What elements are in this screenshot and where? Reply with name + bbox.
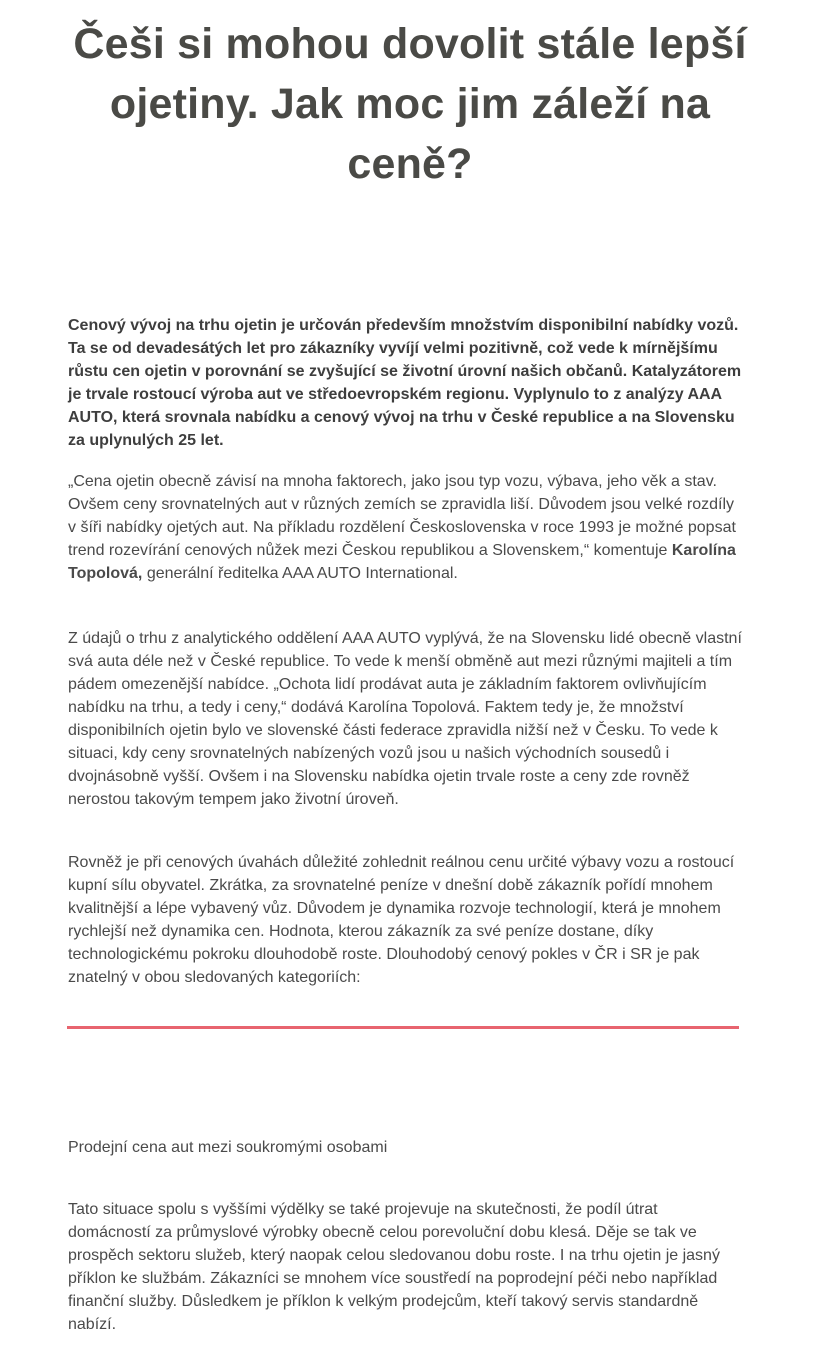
- quote-paragraph: [68, 470, 744, 585]
- chart-caption: Prodejní cena aut mezi soukromými osobami: [68, 1139, 388, 1156]
- article-title: Češi si mohou dovolit stále lepší ojetiny. Jak moc jim záleží na ceně?: [73, 20, 747, 188]
- chart-divider: [67, 1026, 739, 1029]
- quote-text: „Cena ojetin obecně závisí na mnoha faktorech, jako jsou typ vozu, výbava, jeho věk a stav. Ovšem ceny srovnatelných aut v různých zemích se zpravidla liší. Důvodem jsou velké rozdíly v šíři nabídky ojetých aut. Na příkladu rozdělení Československa v roce 1993 je možné popsat trend rozevírání cenových nůžek mezi Českou republikou a Slovenskem,“ komentuje: [68, 473, 736, 559]
- quote-author-role: generální ředitelka AAA AUTO International.: [146, 565, 458, 582]
- quote-author: Karolína Topolová,: [68, 542, 736, 582]
- body-paragraph-market-data: Z údajů o trhu z analytického oddělení AAA AUTO vyplývá, že na Slovensku lidé obecně vlastní svá auta déle než v České republice. To vede k menší obměně aut mezi různými majiteli a tím pádem omezenější nabídce. „Ochota lidí prodávat auta je základním faktorem ovlivňujícím nabídku na trhu, a tedy i ceny,“ dodává Karolína Topolová. Faktem tedy je, že množství disponibilních ojetin bylo ve slovenské části federace zpravidla nižší než v Česku. To vede k situaci, kdy ceny srovnatelných nabízených vozů jsou u našich východních sousedů i dvojnásobně vyšší. Ovšem i na Slovensku nabídka ojetin trvale roste a ceny zde rovněž nerostou takovým tempem jako životní úroveň.: [68, 630, 742, 808]
- body-paragraph-services: Tato situace spolu s vyššími výdělky se také projevuje na skutečnosti, že podíl útrat domácností za průmyslové výrobky obecně celou porevoluční dobu klesá. Děje se tak ve prospěch sektoru služeb, který naopak celou sledovanou dobu roste. I na trhu ojetin je jasný příklon ke službám. Zákazníci se mnohem více soustředí na poprodejní péči nebo například finanční služby. Důsledkem je příklon k velkým prodejcům, kteří takový servis standardně nabízí.: [68, 1201, 720, 1333]
- body-paragraph-price-considerations: Rovněž je při cenových úvahách důležité zohlednit reálnou cenu určité výbavy vozu a rostoucí kupní sílu obyvatel. Zkrátka, za srovnatelné peníze v dnešní době zákazník pořídí mnohem kvalitnější a lépe vybavený vůz. Důvodem je dynamika rozvoje technologií, která je mnohem rychlejší než dynamika cen. Hodnota, kterou zákazník za své peníze dostane, díky technologickému pokroku dlouhodobě roste. Dlouhodobý cenový pokles v ČR i SR je pak znatelný v obou sledovaných kategoriích:: [68, 854, 735, 986]
- article-lead: Cenový vývoj na trhu ojetin je určován především množstvím disponibilní nabídky vozů. Ta se od devadesátých let pro zákazníky vyvíjí velmi pozitivně, což vede k mírnějšímu růstu cen ojetin v porovnání se zvyšující se životní úrovní našich občanů. Katalyzátorem je trvale rostoucí výroba aut ve středoevropském regionu. Vyplynulo to z analýzy AAA AUTO, která srovnala nabídku a cenový vývoj na trhu v České republice a na Slovensku za uplynulých 25 let.: [68, 317, 742, 449]
